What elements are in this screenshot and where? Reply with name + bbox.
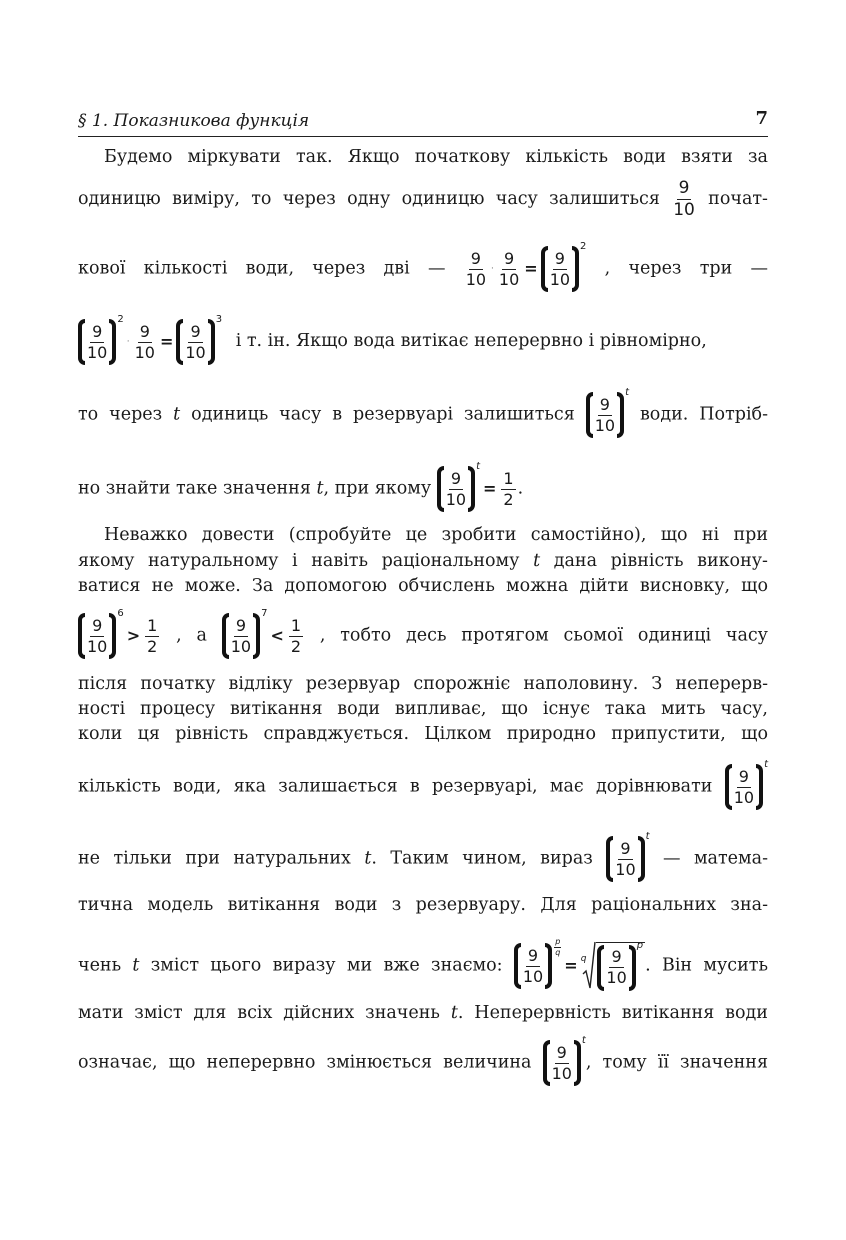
text-line: не тільки при натуральних t. Таким чином, вираз $\frac{9}{10}$ t — матема- bbox=[78, 836, 768, 882]
power-expression: $\frac{9}{10}$ p bbox=[597, 945, 643, 991]
fraction-9-10: $\frac{9}{10}$ bbox=[465, 248, 487, 289]
exponent-p-over-q: p q bbox=[555, 937, 561, 957]
text-line: якому натуральному і навіть раціональному t дана рівність викону- bbox=[78, 551, 768, 571]
text-line: ватися не може. За допомогою обчислень можна дійти висновку, що bbox=[78, 576, 768, 596]
power-expression: $\frac{9}{10}$ t bbox=[725, 764, 768, 810]
equals-sign: = bbox=[564, 956, 578, 975]
fraction-1-2: $\frac{1}{2}$ bbox=[147, 615, 158, 656]
power-expression: $\frac{9}{10}$ t bbox=[606, 836, 649, 882]
radical-sign-icon bbox=[582, 941, 596, 991]
equals-sign: = bbox=[524, 259, 538, 278]
power-expression: $\frac{9}{10}$ t bbox=[543, 1040, 586, 1086]
power-expression: $\frac{9}{10}$ 3 bbox=[176, 319, 222, 365]
formula-power6-gt-half bbox=[78, 608, 161, 659]
fraction-9-10: $\frac{9}{10}$ bbox=[498, 248, 520, 289]
textbook-page bbox=[78, 0, 768, 1240]
formula-three-steps bbox=[78, 314, 223, 365]
root-index: q bbox=[580, 954, 587, 964]
text-line: то через t одиниць часу в резервуарі залишиться $\frac{9}{10}$ t води. Потріб- bbox=[78, 392, 768, 438]
text-line: мати зміст для всіх дійсних значень t. Неперервність витікання води bbox=[78, 1003, 768, 1023]
running-title: § 1. Показникова функція bbox=[78, 111, 310, 131]
power-expression: $\frac{9}{10}$ t bbox=[437, 466, 480, 512]
formula-half-equation bbox=[437, 461, 518, 512]
fraction-1-2: $\frac{1}{2}$ bbox=[503, 468, 514, 509]
multiply-dot: · bbox=[491, 263, 494, 274]
text-line: $\frac{9}{10}$ 2 · $\frac{9}{10}$ = $\frac{9}{10}$ 3 і т. ін. Якщо вода витікає неперервно і рівномірно, bbox=[78, 319, 768, 365]
formula-rational-power bbox=[514, 937, 645, 991]
text-line: кової кількості води, через дві — $\frac{9}{10}$ · $\frac{9}{10}$ = $\frac{9}{10}$ 2 , через три — bbox=[78, 246, 768, 292]
multiply-dot: · bbox=[126, 336, 130, 347]
text-line: $\frac{9}{10}$ 6 > $\frac{1}{2}$ , а $\frac{9}{10}$ 7 < $\frac{1}{2}$ , тобто десь протягом сьомої одиниці часу bbox=[78, 613, 768, 659]
text-line: Будемо міркувати так. Якщо початкову кількість води взяти за bbox=[104, 147, 768, 167]
power-expression: $\frac{9}{10}$ 2 bbox=[541, 246, 587, 292]
text-line: після початку відліку резервуар спорожніє наполовину. З неперерв- bbox=[78, 674, 768, 694]
power-expression: $\frac{9}{10}$ 6 bbox=[78, 613, 124, 659]
page-number: 7 bbox=[755, 108, 768, 129]
text-line: означає, що неперервно змінюється величина $\frac{9}{10}$ t , тому її значення bbox=[78, 1040, 768, 1086]
radical-expression bbox=[581, 941, 645, 991]
greater-than-sign: > bbox=[126, 626, 141, 645]
less-than-sign: < bbox=[270, 626, 284, 645]
text-line: коли ця рівність справджується. Цілком природно припустити, що bbox=[78, 724, 768, 744]
fraction-9-10: $\frac{9}{10}$ bbox=[134, 321, 155, 362]
text-line: тична модель витікання води з резервуару. Для раціональних зна- bbox=[78, 895, 768, 915]
power-expression: $\frac{9}{10}$ 7 bbox=[222, 613, 268, 659]
fraction-9-10: $\frac{9}{10}$ bbox=[673, 178, 695, 220]
text-line: одиницю виміру, то через одну одиницю часу залишиться $\frac{9}{10}$ почат- bbox=[78, 178, 768, 220]
equals-sign: = bbox=[159, 332, 174, 351]
text-line: ності процесу витікання води випливає, що існує така мить часу, bbox=[78, 699, 768, 719]
text-line: кількість води, яка залишається в резервуарі, має дорівнювати $\frac{9}{10}$ t bbox=[78, 764, 768, 810]
text-line: но знайти таке значення t, при якому $\frac{9}{10}$ t = $\frac{1}{2}$ . bbox=[78, 466, 768, 512]
text-line: чень t зміст цього виразу ми вже знаємо: $\frac{9}{10}$ p q = q $\frac{9}{10}$ p . Він мусить bbox=[78, 941, 768, 991]
text-line: Неважко довести (спробуйте це зробити самостійно), що ні при bbox=[104, 525, 768, 545]
power-expression: $\frac{9}{10}$ 2 bbox=[78, 319, 124, 365]
formula-power7-lt-half bbox=[222, 608, 305, 659]
power-expression: $\frac{9}{10}$ t bbox=[586, 392, 629, 438]
power-expression: $\frac{9}{10}$ p q bbox=[514, 943, 561, 989]
page-header bbox=[78, 108, 768, 137]
equals-sign: = bbox=[483, 479, 497, 498]
fraction-1-2: $\frac{1}{2}$ bbox=[290, 615, 302, 656]
formula-two-steps bbox=[464, 241, 587, 292]
